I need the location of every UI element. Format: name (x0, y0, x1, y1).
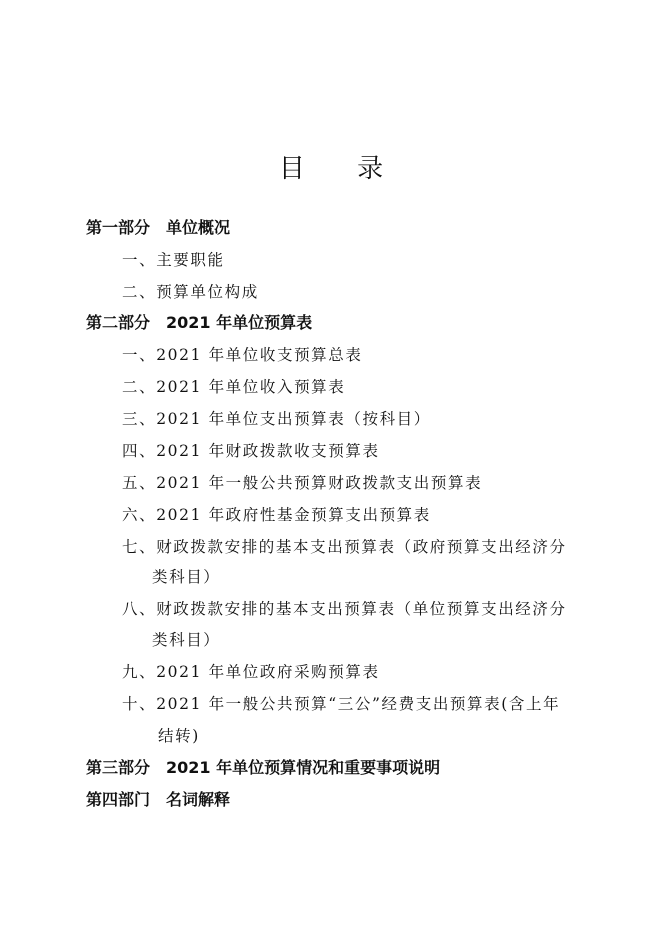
toc-part-1[interactable] (86, 218, 230, 238)
toc-part-2[interactable] (86, 313, 312, 333)
part-text: 2021 年单位预算表 (166, 313, 313, 332)
part-text: 单位概况 (166, 218, 231, 237)
toc-item[interactable]: 一、2021 年单位收支预算总表 (122, 346, 363, 364)
toc-item[interactable]: 一、主要职能 (122, 251, 225, 269)
part-label: 第一部分 (86, 218, 151, 237)
toc-item[interactable]: 三、2021 年单位支出预算表（按科目） (122, 410, 431, 428)
part-label: 第四部门 (86, 790, 151, 809)
part-label: 第三部分 (86, 758, 151, 777)
part-text: 2021 年单位预算情况和重要事项说明 (166, 758, 441, 777)
toc-title: 目 录 (278, 154, 406, 184)
toc-item[interactable]: 五、2021 年一般公共预算财政拨款支出预算表 (122, 474, 483, 492)
toc-item[interactable]: 二、预算单位构成 (122, 283, 259, 301)
part-text: 名词解释 (166, 790, 231, 809)
toc-item[interactable]: 六、2021 年政府性基金预算支出预算表 (122, 506, 431, 524)
toc-item-continuation[interactable]: 类科目） (152, 568, 221, 586)
toc-item[interactable]: 九、2021 年单位政府采购预算表 (122, 663, 380, 681)
toc-item-continuation[interactable]: 类科目） (152, 631, 221, 649)
toc-item[interactable]: 四、2021 年财政拨款收支预算表 (122, 442, 380, 460)
part-label: 第二部分 (86, 313, 151, 332)
toc-item[interactable]: 八、财政拨款安排的基本支出预算表（单位预算支出经济分 (122, 600, 567, 618)
toc-part-3[interactable] (86, 758, 440, 778)
toc-item[interactable]: 二、2021 年单位收入预算表 (122, 378, 346, 396)
toc-item[interactable]: 七、财政拨款安排的基本支出预算表（政府预算支出经济分 (122, 538, 567, 556)
toc-item-continuation[interactable]: 结转) (158, 727, 200, 745)
toc-part-4[interactable] (86, 790, 230, 810)
toc-item[interactable]: 十、2021 年一般公共预算“三公”经费支出预算表(含上年 (122, 695, 561, 713)
